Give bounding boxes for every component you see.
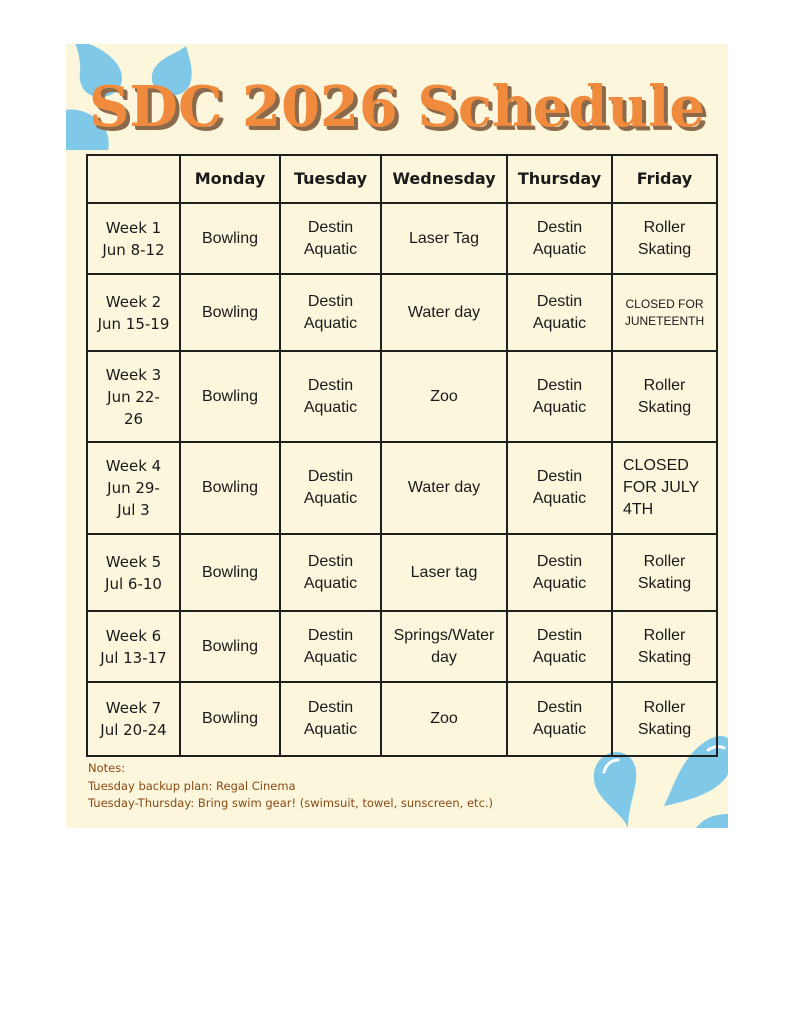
- schedule-poster: [66, 44, 728, 828]
- tuesday-cell: Destin Aquatic: [280, 274, 381, 351]
- table-row: [87, 442, 717, 534]
- tuesday-cell: Destin Aquatic: [280, 534, 381, 611]
- wednesday-cell: Springs/Water day: [381, 611, 507, 682]
- friday-cell: Roller Skating: [612, 203, 717, 274]
- header-friday: Friday: [612, 155, 717, 203]
- notes-line: Tuesday-Thursday: Bring swim gear! (swimsuit, towel, sunscreen, etc.): [88, 796, 494, 810]
- week-cell: Week 5 Jul 6-10: [87, 534, 180, 611]
- friday-cell: Roller Skating: [612, 351, 717, 442]
- page-title: SDC 2026 Schedule: [88, 74, 706, 140]
- week-cell: Week 4 Jun 29- Jul 3: [87, 442, 180, 534]
- friday-cell: Roller Skating: [612, 611, 717, 682]
- header-tuesday: Tuesday: [280, 155, 381, 203]
- thursday-cell: Destin Aquatic: [507, 442, 612, 534]
- monday-cell: Bowling: [180, 203, 280, 274]
- friday-cell: CLOSED FOR JUNETEENTH: [612, 274, 717, 351]
- tuesday-cell: Destin Aquatic: [280, 682, 381, 756]
- thursday-cell: Destin Aquatic: [507, 534, 612, 611]
- monday-cell: Bowling: [180, 351, 280, 442]
- header-thursday: Thursday: [507, 155, 612, 203]
- monday-cell: Bowling: [180, 274, 280, 351]
- table-row: [87, 274, 717, 351]
- table-row: [87, 611, 717, 682]
- notes-heading: Notes:: [88, 761, 126, 775]
- table-row: [87, 534, 717, 611]
- monday-cell: Bowling: [180, 682, 280, 756]
- notes-line: Tuesday backup plan: Regal Cinema: [88, 778, 296, 793]
- wednesday-cell: Water day: [381, 274, 507, 351]
- notes-section: [88, 760, 493, 813]
- wednesday-cell: Laser Tag: [381, 203, 507, 274]
- wednesday-cell: Laser tag: [381, 534, 507, 611]
- table-row: [87, 203, 717, 274]
- tuesday-cell: Destin Aquatic: [280, 203, 381, 274]
- header-wednesday: Wednesday: [381, 155, 507, 203]
- table-row: [87, 351, 717, 442]
- week-cell: Week 3 Jun 22- 26: [87, 351, 180, 442]
- wednesday-cell: Water day: [381, 442, 507, 534]
- monday-cell: Bowling: [180, 611, 280, 682]
- table-row: [87, 682, 717, 756]
- thursday-cell: Destin Aquatic: [507, 203, 612, 274]
- water-drop-icon: [592, 750, 640, 828]
- tuesday-cell: Destin Aquatic: [280, 442, 381, 534]
- tuesday-cell: Destin Aquatic: [280, 351, 381, 442]
- friday-cell: Roller Skating: [612, 534, 717, 611]
- schedule-table: [86, 154, 718, 757]
- week-cell: Week 7 Jul 20-24: [87, 682, 180, 756]
- friday-cell: Roller Skating: [612, 682, 717, 756]
- monday-cell: Bowling: [180, 534, 280, 611]
- tuesday-cell: Destin Aquatic: [280, 611, 381, 682]
- wednesday-cell: Zoo: [381, 351, 507, 442]
- week-cell: Week 6 Jul 13-17: [87, 611, 180, 682]
- week-cell: Week 1 Jun 8-12: [87, 203, 180, 274]
- header-corner: [87, 155, 180, 203]
- monday-cell: Bowling: [180, 442, 280, 534]
- water-drop-icon: [696, 814, 728, 828]
- thursday-cell: Destin Aquatic: [507, 682, 612, 756]
- week-cell: Week 2 Jun 15-19: [87, 274, 180, 351]
- header-monday: Monday: [180, 155, 280, 203]
- friday-cell: CLOSED FOR JULY 4TH: [612, 442, 717, 534]
- thursday-cell: Destin Aquatic: [507, 274, 612, 351]
- thursday-cell: Destin Aquatic: [507, 611, 612, 682]
- wednesday-cell: Zoo: [381, 682, 507, 756]
- thursday-cell: Destin Aquatic: [507, 351, 612, 442]
- table-header-row: [87, 155, 717, 203]
